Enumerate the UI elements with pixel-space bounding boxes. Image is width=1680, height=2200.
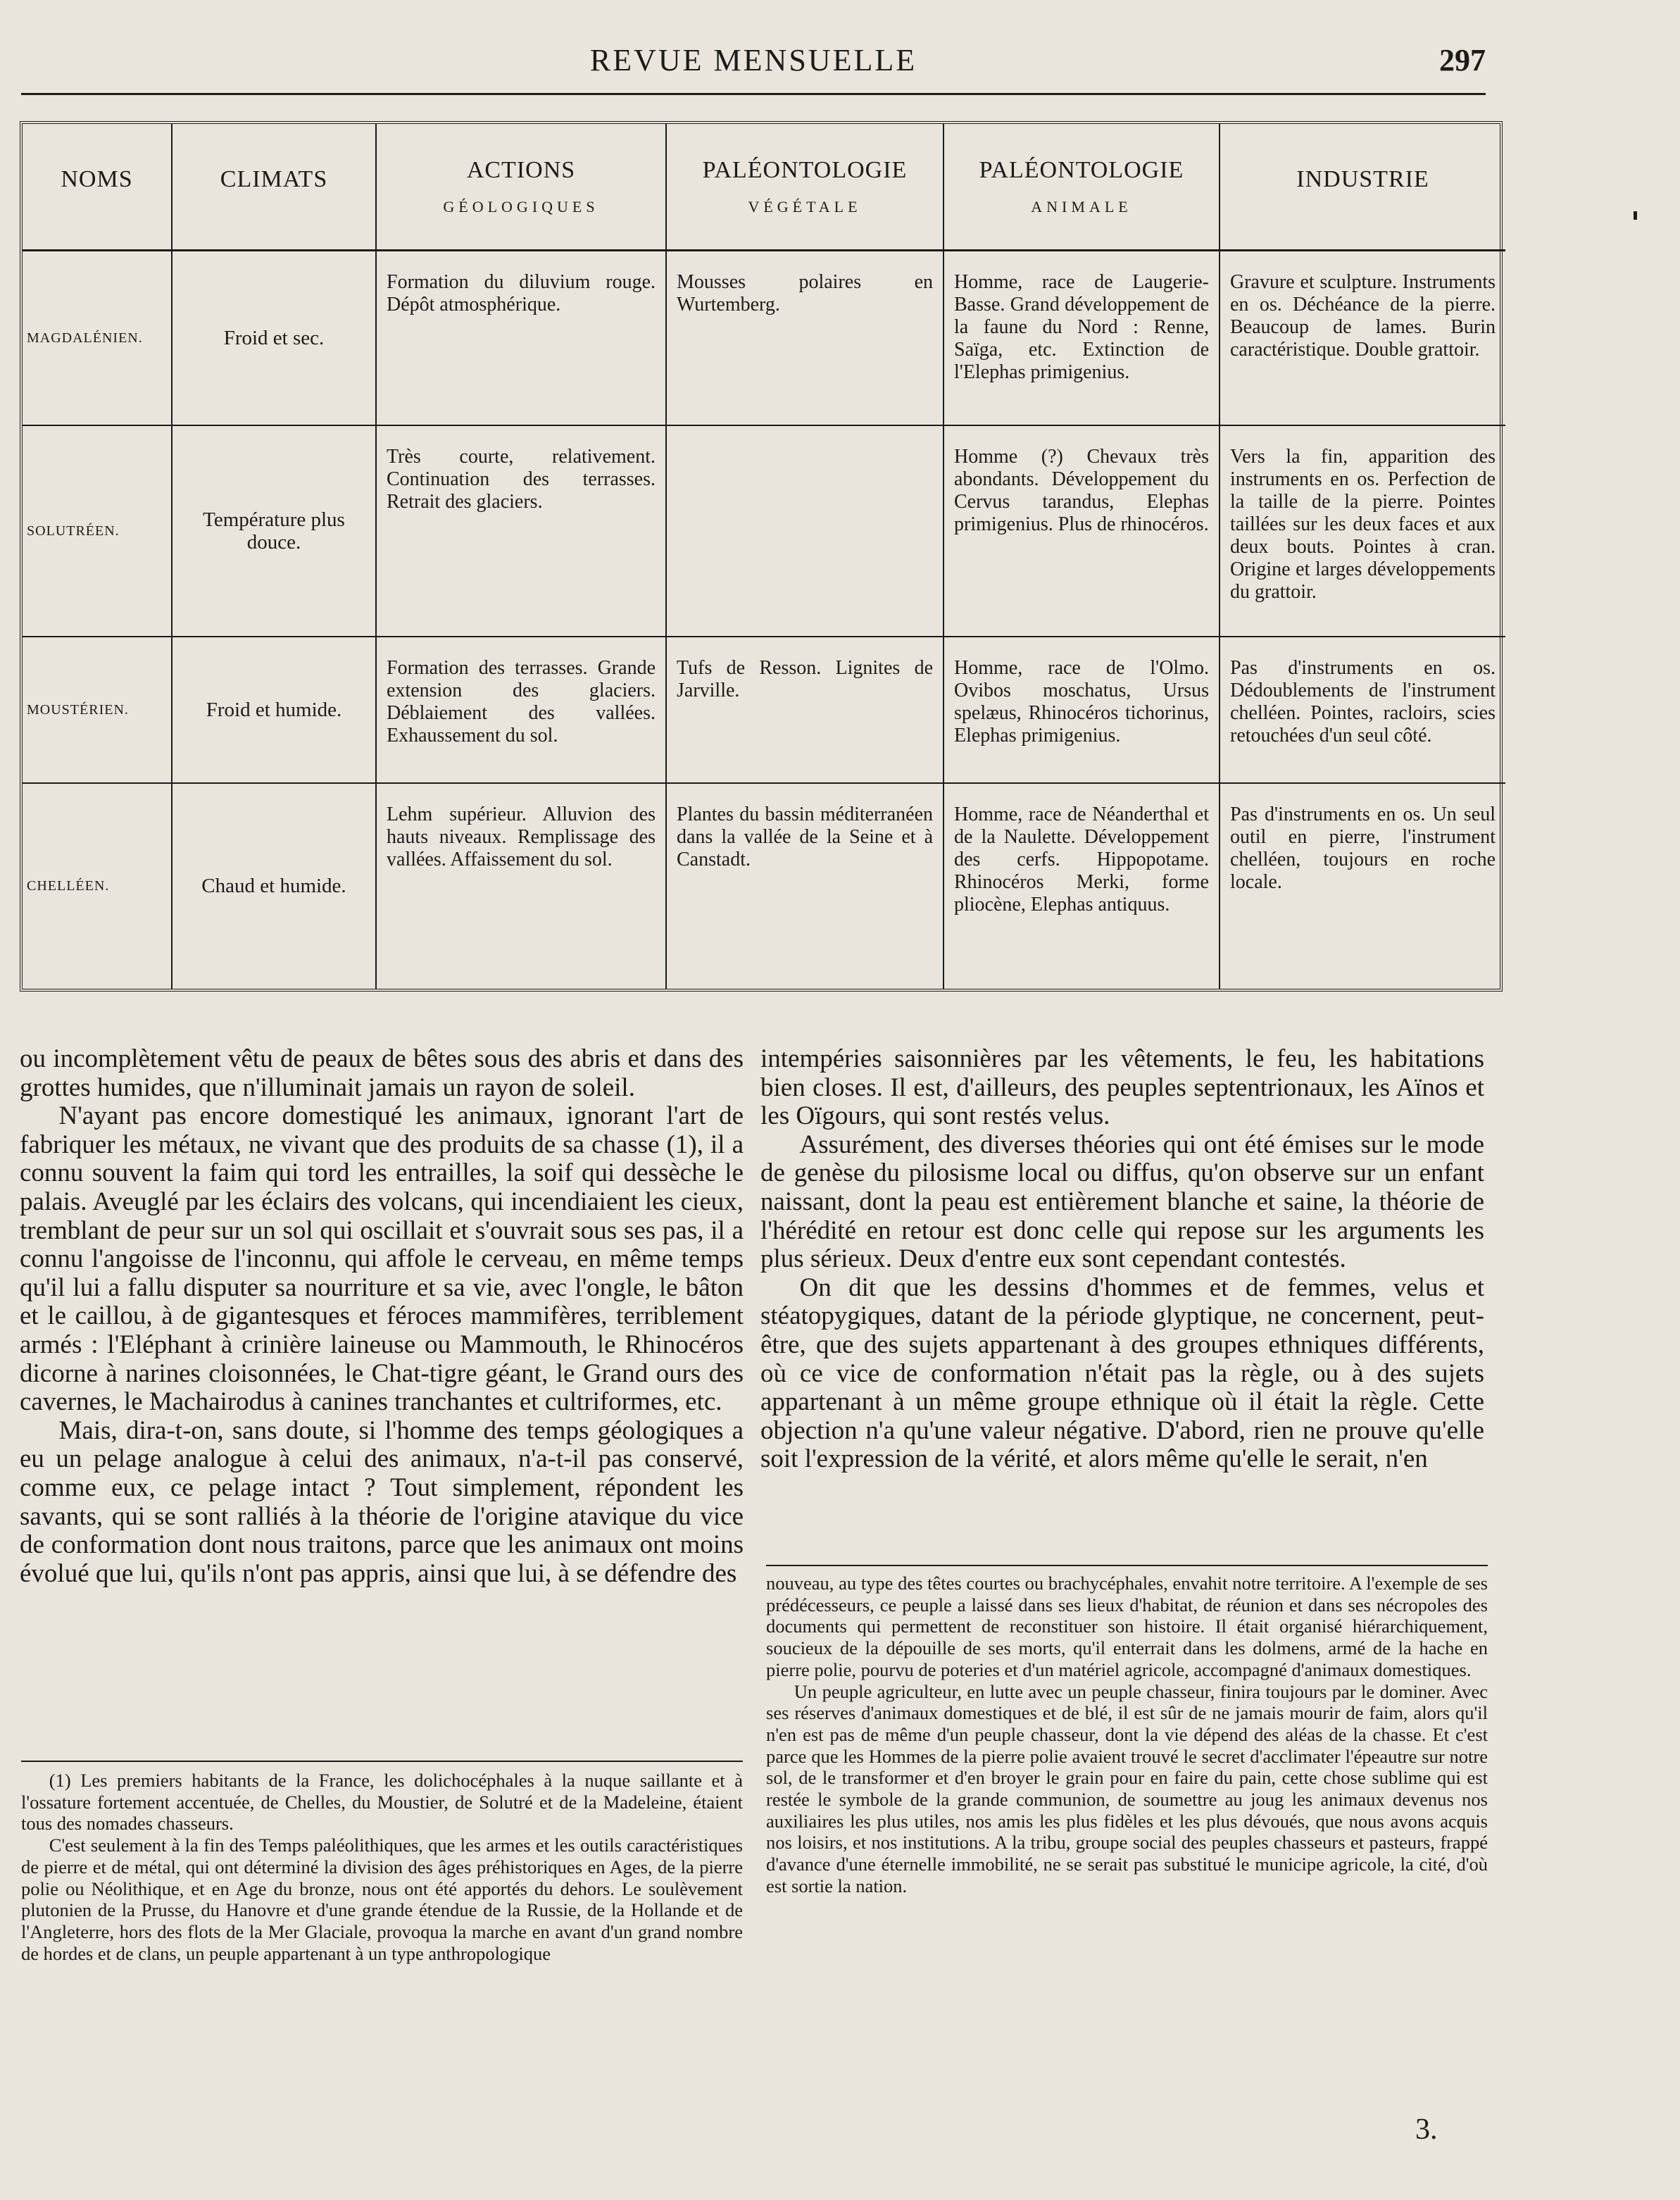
- industry-cell: Vers la fin, apparition des instruments en os. Perfection de la taille de la pierre. Pointes taillées sur les deux faces et aux deux bouts. Pointes à cran. Origine et larges développements du grattoir.: [1220, 425, 1505, 637]
- col-header-paleo-vegetale: PALÉONTOLOGIE VÉGÉTALE: [666, 124, 944, 251]
- industry-cell: Gravure et sculpture. Instruments en os. Déchéance de la pierre. Beaucoup de lames. Burin caractéristique. Double grattoir.: [1220, 251, 1505, 425]
- flora-cell: Mousses polaires en Wurtemberg.: [666, 251, 944, 425]
- fauna-cell: Homme, race de Laugerie-Basse. Grand développement de la faune du Nord : Renne, Saïga, etc. Extinction de l'Elephas primigenius.: [944, 251, 1220, 425]
- fauna-cell: Homme, race de l'Olmo. Ovibos moschatus, Ursus spelæus, Rhinocéros tichorinus, Elephas primigenius.: [944, 637, 1220, 783]
- climate-cell: Froid et sec.: [172, 251, 376, 425]
- paragraph: N'ayant pas encore domestiqué les animaux, ignorant l'art de fabriquer les métaux, ne vivant que des produits de sa chasse (1), il a connu souvent la faim qui tord les entrailles, la soif qui dessèche le palais. Aveuglé par les éclairs des volcans, qui incendiaient les cieux, tremblant de peur sur un sol qui oscillait et s'ouvrait sous ses pas, il a connu l'angoisse de l'inconnu, qui affole le cerveau, en même temps qu'il lui a fallu disputer sa nourriture et sa vie, avec l'ongle, le bâton et le caillou, à de gigantesques et féroces mammifères, terriblement armés : l'Eléphant à crinière laineuse ou Mammouth, le Rhinocéros dicorne à narines cloisonnées, le Chat-tigre géant, le Grand ours des cavernes, le Machairodus à canines tranchantes et cultriformes, etc.: [20, 1101, 744, 1417]
- period-name: CHELLÉEN.: [27, 878, 110, 894]
- period-name: SOLUTRÉEN.: [23, 425, 172, 637]
- geology-cell: Très courte, relativement. Continuation des terrasses. Retrait des glaciers.: [376, 425, 666, 637]
- table-row-magdalenien: [23, 251, 1505, 425]
- table-row-chelleen: [23, 783, 1505, 989]
- geology-cell: Lehm supérieur. Alluvion des hauts niveaux. Remplissage des vallées. Affaissement du sol.: [376, 783, 666, 989]
- page-number: 297: [1439, 43, 1486, 77]
- col-header-industrie: INDUSTRIE: [1220, 124, 1505, 251]
- geology-cell: Formation des terrasses. Grande extension des glaciers. Déblaiement des vallées. Exhaussement du sol.: [376, 637, 666, 783]
- col-header-climats: CLIMATS: [172, 124, 376, 251]
- fauna-cell: Homme, race de Néanderthal et de la Naulette. Développement des cerfs. Hippopotame. Rhinocéros Merki, forme pliocène, Elephas antiquus.: [944, 783, 1220, 989]
- climate-cell: Température plus douce.: [172, 425, 376, 637]
- period-name: MAGDALÉNIEN.: [23, 251, 172, 425]
- period-name: MOUSTÉRIEN.: [23, 637, 172, 783]
- footnote-right: [766, 1573, 1488, 1897]
- climate-cell: Froid et humide.: [172, 637, 376, 783]
- running-header: [21, 42, 1486, 92]
- footnote-paragraph: nouveau, au type des têtes courtes ou brachycéphales, envahit notre territoire. A l'exemple de ses prédécesseurs, ce peuple a laissé dans ses lieux d'habitat, de réunion et dans ses nécropoles des documents qui permettent de reconstituer son histoire. Il était organisé hiérarchiquement, soucieux de la dépouille de ses morts, qu'il enterrait dans les dolmens, armé de la hache en pierre polie, pourvu de poteries et d'un matériel agricole, accompagné d'animaux domestiques.: [766, 1573, 1488, 1680]
- footnote-rule-right: [766, 1565, 1488, 1566]
- header-rule: [21, 93, 1486, 95]
- climate-cell: Chaud et humide.: [172, 783, 376, 989]
- signature-mark: 3.: [1415, 2113, 1438, 2146]
- footnote-paragraph: Un peuple agriculteur, en lutte avec un peuple chasseur, finira toujours par le dominer. Avec ses réserves d'animaux domestiques et de blé, il est sûr de ne jamais mourir de faim, alors qu'il n'en est pas de même d'un peuple chasseur, dont la vie dépend des aléas de la chasse. Et c'est parce que les Hommes de la pierre polie avaient trouvé le secret d'acclimater l'épeautre sur notre sol, de le transformer et d'en broyer le grain pour en faire du pain, cette chose sublime qui est restée le symbole de la grande communion, de soumettre au joug les animaux devenus nos auxiliaires les plus utiles, nos amis les plus fidèles et les plus dévoués, que nous avons acquis nos loisirs, et nos institutions. A la tribu, groupe social des peuples chasseurs et pasteurs, frappé d'avance d'une éternelle immobilité, ne se serait pas substitué le municipe agricole, la cité, d'où est sortie la nation.: [766, 1680, 1488, 1896]
- table-row-mousterien: [23, 637, 1505, 783]
- geology-cell: Formation du diluvium rouge. Dépôt atmosphérique.: [376, 251, 666, 425]
- table-row-solutreen: [23, 425, 1505, 637]
- industry-cell: Pas d'instruments en os. Un seul outil en pierre, l'instrument chelléen, toujours en roche locale.: [1220, 783, 1505, 989]
- footnote-paragraph: C'est seulement à la fin des Temps paléolithiques, que les armes et les outils caractéristiques de pierre et de métal, qui ont déterminé la division des âges préhistoriques en Ages, de la pierre polie ou Néolithique, et en Age du bronze, nous ont été apportés du dehors. Le soulèvement plutonien de la Prusse, du Hanovre et d'une grande étendue de la Russie, de la Hollande et de l'Angleterre, hors des flots de la Mer Glaciale, provoqua la marche en avant d'un grand nombre de hordes et de clans, un peuple appartenant à un type anthropologique: [21, 1835, 743, 1964]
- col-header-actions: ACTIONS GÉOLOGIQUES: [376, 124, 666, 251]
- body-column-left: [20, 1045, 744, 1588]
- body-column-right: [760, 1045, 1484, 1474]
- ink-speck: [1634, 211, 1637, 220]
- flora-cell: Tufs de Resson. Lignites de Jarville.: [666, 637, 944, 783]
- table-header-row: [23, 124, 1505, 251]
- journal-title: REVUE MENSUELLE: [589, 43, 917, 77]
- paragraph: Assurément, des diverses théories qui ont été émises sur le mode de genèse du pilosisme local ou diffus, qu'on observe sur un enfant naissant, dont la peau est entièrement blanche et saine, la théorie de l'hérédité en retour est donc celle qui repose sur les arguments les plus sérieux. Deux d'entre eux sont cependant contestés.: [760, 1130, 1484, 1274]
- industry-cell: Pas d'instruments en os. Dédoublements de l'instrument chelléen. Pointes, racloirs, scies retouchées d'un seul côté.: [1220, 637, 1505, 783]
- paragraph: intempéries saisonnières par les vêtements, le feu, les habitations bien closes. Il est, d'ailleurs, des peuples septentrionaux, les Aïnos et les Oïgours, qui sont restés velus.: [760, 1044, 1484, 1131]
- paragraph: On dit que les dessins d'hommes et de femmes, velus et stéatopygiques, datant de la période glyptique, ne concernent, peut-être, que des sujets appartenant à des groupes ethniques différents, où ce vice de conformation n'était pas la règle, ou à des sujets appartenant à un même groupe ethnique où il était la règle. Cette objection n'a qu'une valeur négative. D'abord, rien ne prouve qu'elle soit l'expression de la vérité, et alors même qu'elle le serait, n'en: [760, 1273, 1484, 1474]
- footnote-paragraph: (1) Les premiers habitants de la France, les dolichocéphales à la nuque saillante et à l'ossature fortement accentuée, de Chelles, du Moustier, de Solutré et de la Madeleine, étaient tous des nomades chasseurs.: [21, 1770, 743, 1835]
- flora-cell: Plantes du bassin méditerranéen dans la vallée de la Seine et à Canstadt.: [666, 783, 944, 989]
- paragraph: ou incomplètement vêtu de peaux de bêtes sous des abris et dans des grottes humides, que n'illuminait jamais un rayon de soleil.: [20, 1044, 744, 1102]
- col-header-paleo-animale: PALÉONTOLOGIE ANIMALE: [944, 124, 1220, 251]
- flora-cell: [666, 425, 944, 637]
- footnote-rule-left: [21, 1761, 743, 1762]
- fauna-cell: Homme (?) Chevaux très abondants. Développement du Cervus tarandus, Elephas primigenius. Plus de rhinocéros.: [944, 425, 1220, 637]
- footnote-left: [21, 1770, 743, 1964]
- paragraph: Mais, dira-t-on, sans doute, si l'homme des temps géologiques a eu un pelage analogue à celui des animaux, n'a-t-il pas conservé, comme eux, ce pelage intact ? Tout simplement, répondent les savants, qui se sont ralliés à la théorie de l'origine atavique du vice de conformation dont nous traitons, parce que les animaux ont moins évolué que lui, qu'ils n'ont pas appris, ainsi que lui, à se défendre des: [20, 1415, 744, 1588]
- prehistoric-periods-table: [20, 121, 1503, 992]
- col-header-noms: NOMS: [23, 124, 172, 251]
